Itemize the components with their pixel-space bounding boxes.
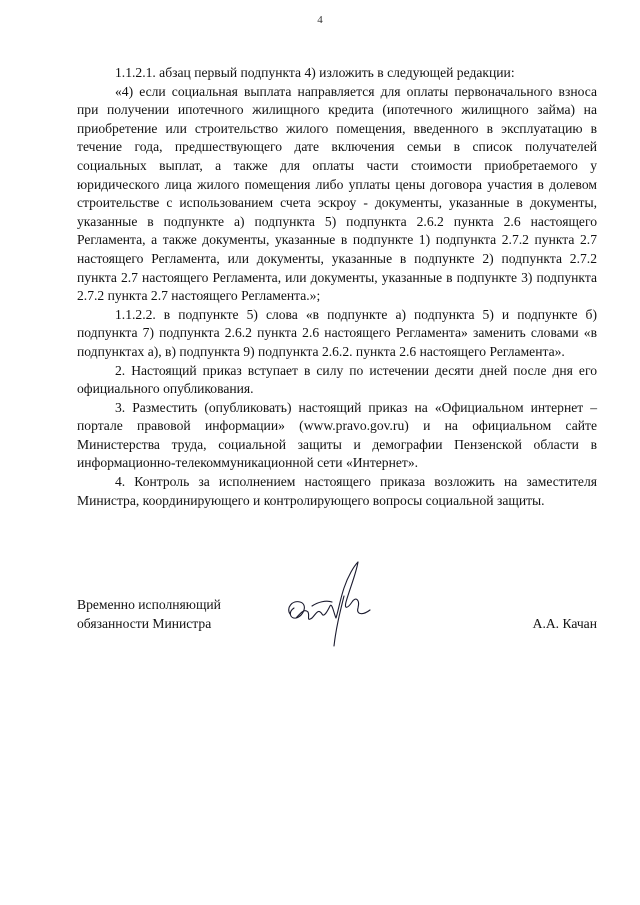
signature-block bbox=[77, 596, 597, 676]
paragraph-1-1-2-2: 1.1.2.2. в подпункте 5) слова «в подпункте а) подпункта 5) и подпункте б) подпункта 7) подпункта 2.6.2 пункта 2.6 настоящего Регламента» заменить словами «в подпунктах а), в) подпункта 9) подпункта 2.6.2. пункта 2.6 настоящего Регламента». bbox=[77, 306, 597, 359]
document-body bbox=[77, 64, 597, 510]
paragraph-3: 3. Разместить (опубликовать) настоящий приказ на «Официальном интернет – портале правовой информации» (www.pravo.gov.ru) и на официальном сайте Министерства труда, социальной защиты и демографии Пензенской области в информационно-телекоммуникационной сети «Интернет». bbox=[77, 399, 597, 471]
signatory-name: А.А. Качан bbox=[532, 615, 597, 631]
paragraph-4: 4. Контроль за исполнением настоящего приказа возложить на заместителя Министра, координирующего и контролирующего вопросы социальной защиты. bbox=[77, 474, 597, 508]
page-number: 4 bbox=[317, 14, 323, 26]
paragraph-2: 2. Настоящий приказ вступает в силу по истечении десяти дней после дня его официального опубликования. bbox=[77, 362, 597, 397]
signatory-title-line-1: Временно исполняющий bbox=[77, 597, 221, 612]
paragraph-1-1-2-1: 1.1.2.1. абзац первый подпункта 4) изложить в следующей редакции: bbox=[115, 65, 515, 80]
paragraph-quoted-subitem-4: «4) если социальная выплата направляется для оплаты первоначального взноса при получении ипотечного жилищного кредита (ипотечного жилищного займа) на приобретение или строительство жилого помещения, введенного в эксплуатацию в течение года, предшествующего дате включения семьи в список получателей социальных выплат, а также для оплаты части стоимости приобретаемого у юридического лица жилого помещения либо уплаты цены договора участия в долевом строительстве с использованием счета эскроу - документы, указанные в документы, указанные в подпункте а) подпункта 5) подпункта 2.6.2 пункта 2.6 настоящего Регламента, а также документы, указанные в подпункте 1) подпункта 2.7.2 пункта 2.7 настоящего Регламента, или документы, указанные в подпункте 2) подпункта 2.7.2 пункта 2.7 настоящего Регламента, или документы, указанные в подпункте 3) подпункта 2.7.2 пункта 2.7 настоящего Регламента.»; bbox=[77, 83, 597, 304]
signatory-title-line-2: обязанности Министра bbox=[77, 615, 212, 631]
signatory-title bbox=[77, 596, 221, 633]
handwritten-signature bbox=[282, 556, 382, 656]
